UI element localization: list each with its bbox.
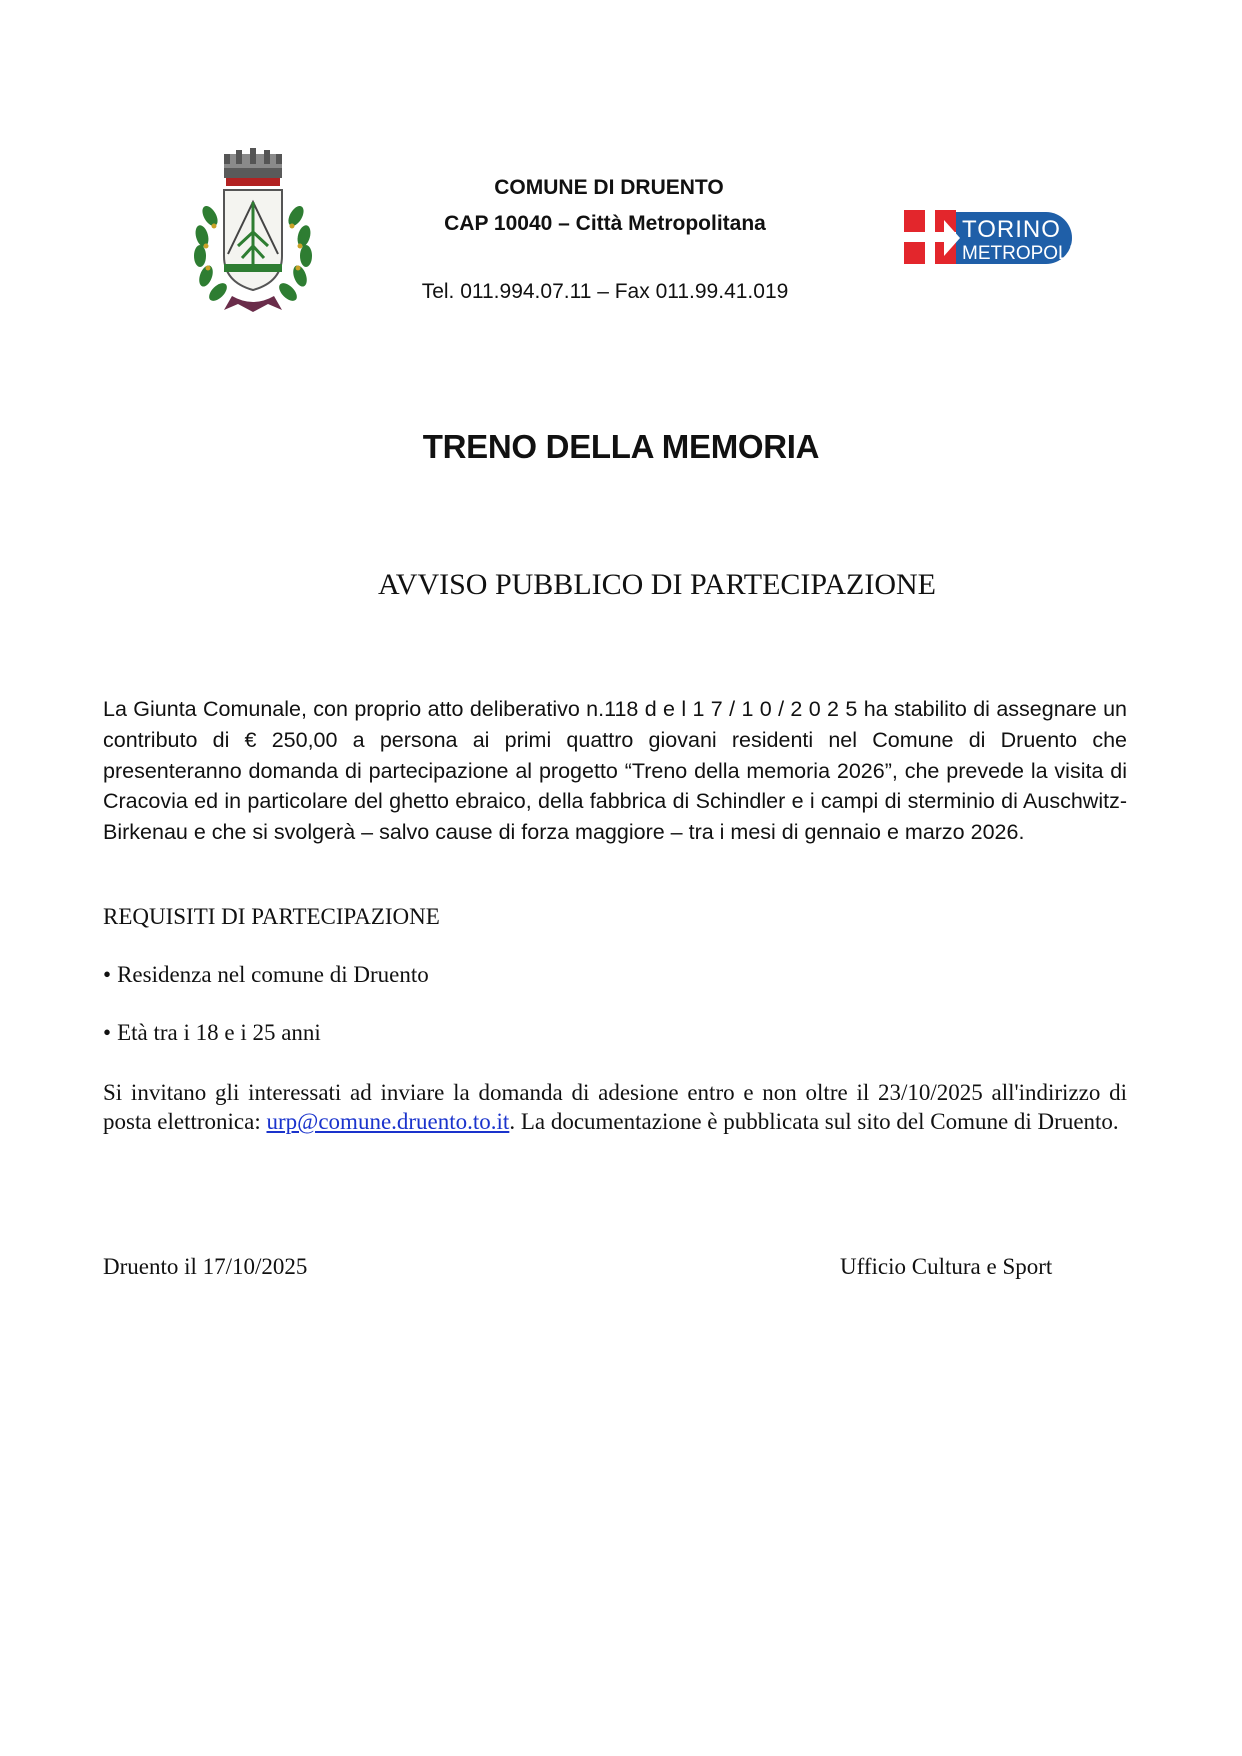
requirement-text: Età tra i 18 e i 25 anni — [117, 1020, 321, 1045]
torino-metropoli-logo — [904, 210, 1074, 266]
closing-text-after: . La documentazione è pubblicata sul sito del Comune di Druento. — [509, 1109, 1119, 1134]
requirements-heading: REQUISITI DI PARTECIPAZIONE — [103, 904, 440, 929]
municipal-crest-logo — [188, 146, 318, 314]
place-date: Druento il 17/10/2025 — [103, 1254, 308, 1279]
requirement-item — [103, 1020, 321, 1046]
bullet-icon: • — [103, 962, 112, 987]
requirement-item — [103, 962, 429, 988]
document-title: TRENO DELLA MEMORIA — [422, 428, 820, 465]
municipality-name: COMUNE DI DRUENTO — [494, 176, 724, 199]
closing-text-before: Si invitano gli interessati ad inviare la domanda di adesione entro e non oltre il 23/10/2025 all'indirizzo di posta elettronica: — [103, 1080, 1127, 1134]
email-link[interactable]: urp@comune.druento.to.it — [266, 1109, 510, 1134]
torino-text: TORINO — [962, 216, 1061, 243]
closing-paragraph — [103, 1078, 1127, 1136]
intro-paragraph: La Giunta Comunale, con proprio atto deliberativo n.118 d e l 1 7 / 1 0 / 2 0 2 5 ha stabilito di assegnare un contributo di € 250,00 a persona ai primi quattro giovani residenti nel Comune di Druento che presenteranno domanda di partecipazione al progetto “Treno della memoria 2026”, che prevede la visita di Cracovia ed in particolare del ghetto ebraico, della fabbrica di Schindler e i campi di sterminio di Auschwitz-Birkenau e che si svolgerà – salvo cause di forza maggiore – tra i mesi di gennaio e marzo 2026. — [103, 697, 1127, 845]
metropoli-text: METROPOLI — [962, 243, 1074, 264]
issuing-office: Ufficio Cultura e Sport — [840, 1254, 1053, 1279]
postal-code-line: CAP 10040 – Città Metropolitana — [444, 212, 766, 235]
bullet-icon: • — [103, 1020, 112, 1045]
requirement-text: Residenza nel comune di Druento — [117, 962, 429, 987]
contact-line: Tel. 011.994.07.11 – Fax 011.99.41.019 — [421, 280, 789, 303]
document-subtitle: AVVISO PUBBLICO DI PARTECIPAZIONE — [377, 568, 936, 601]
